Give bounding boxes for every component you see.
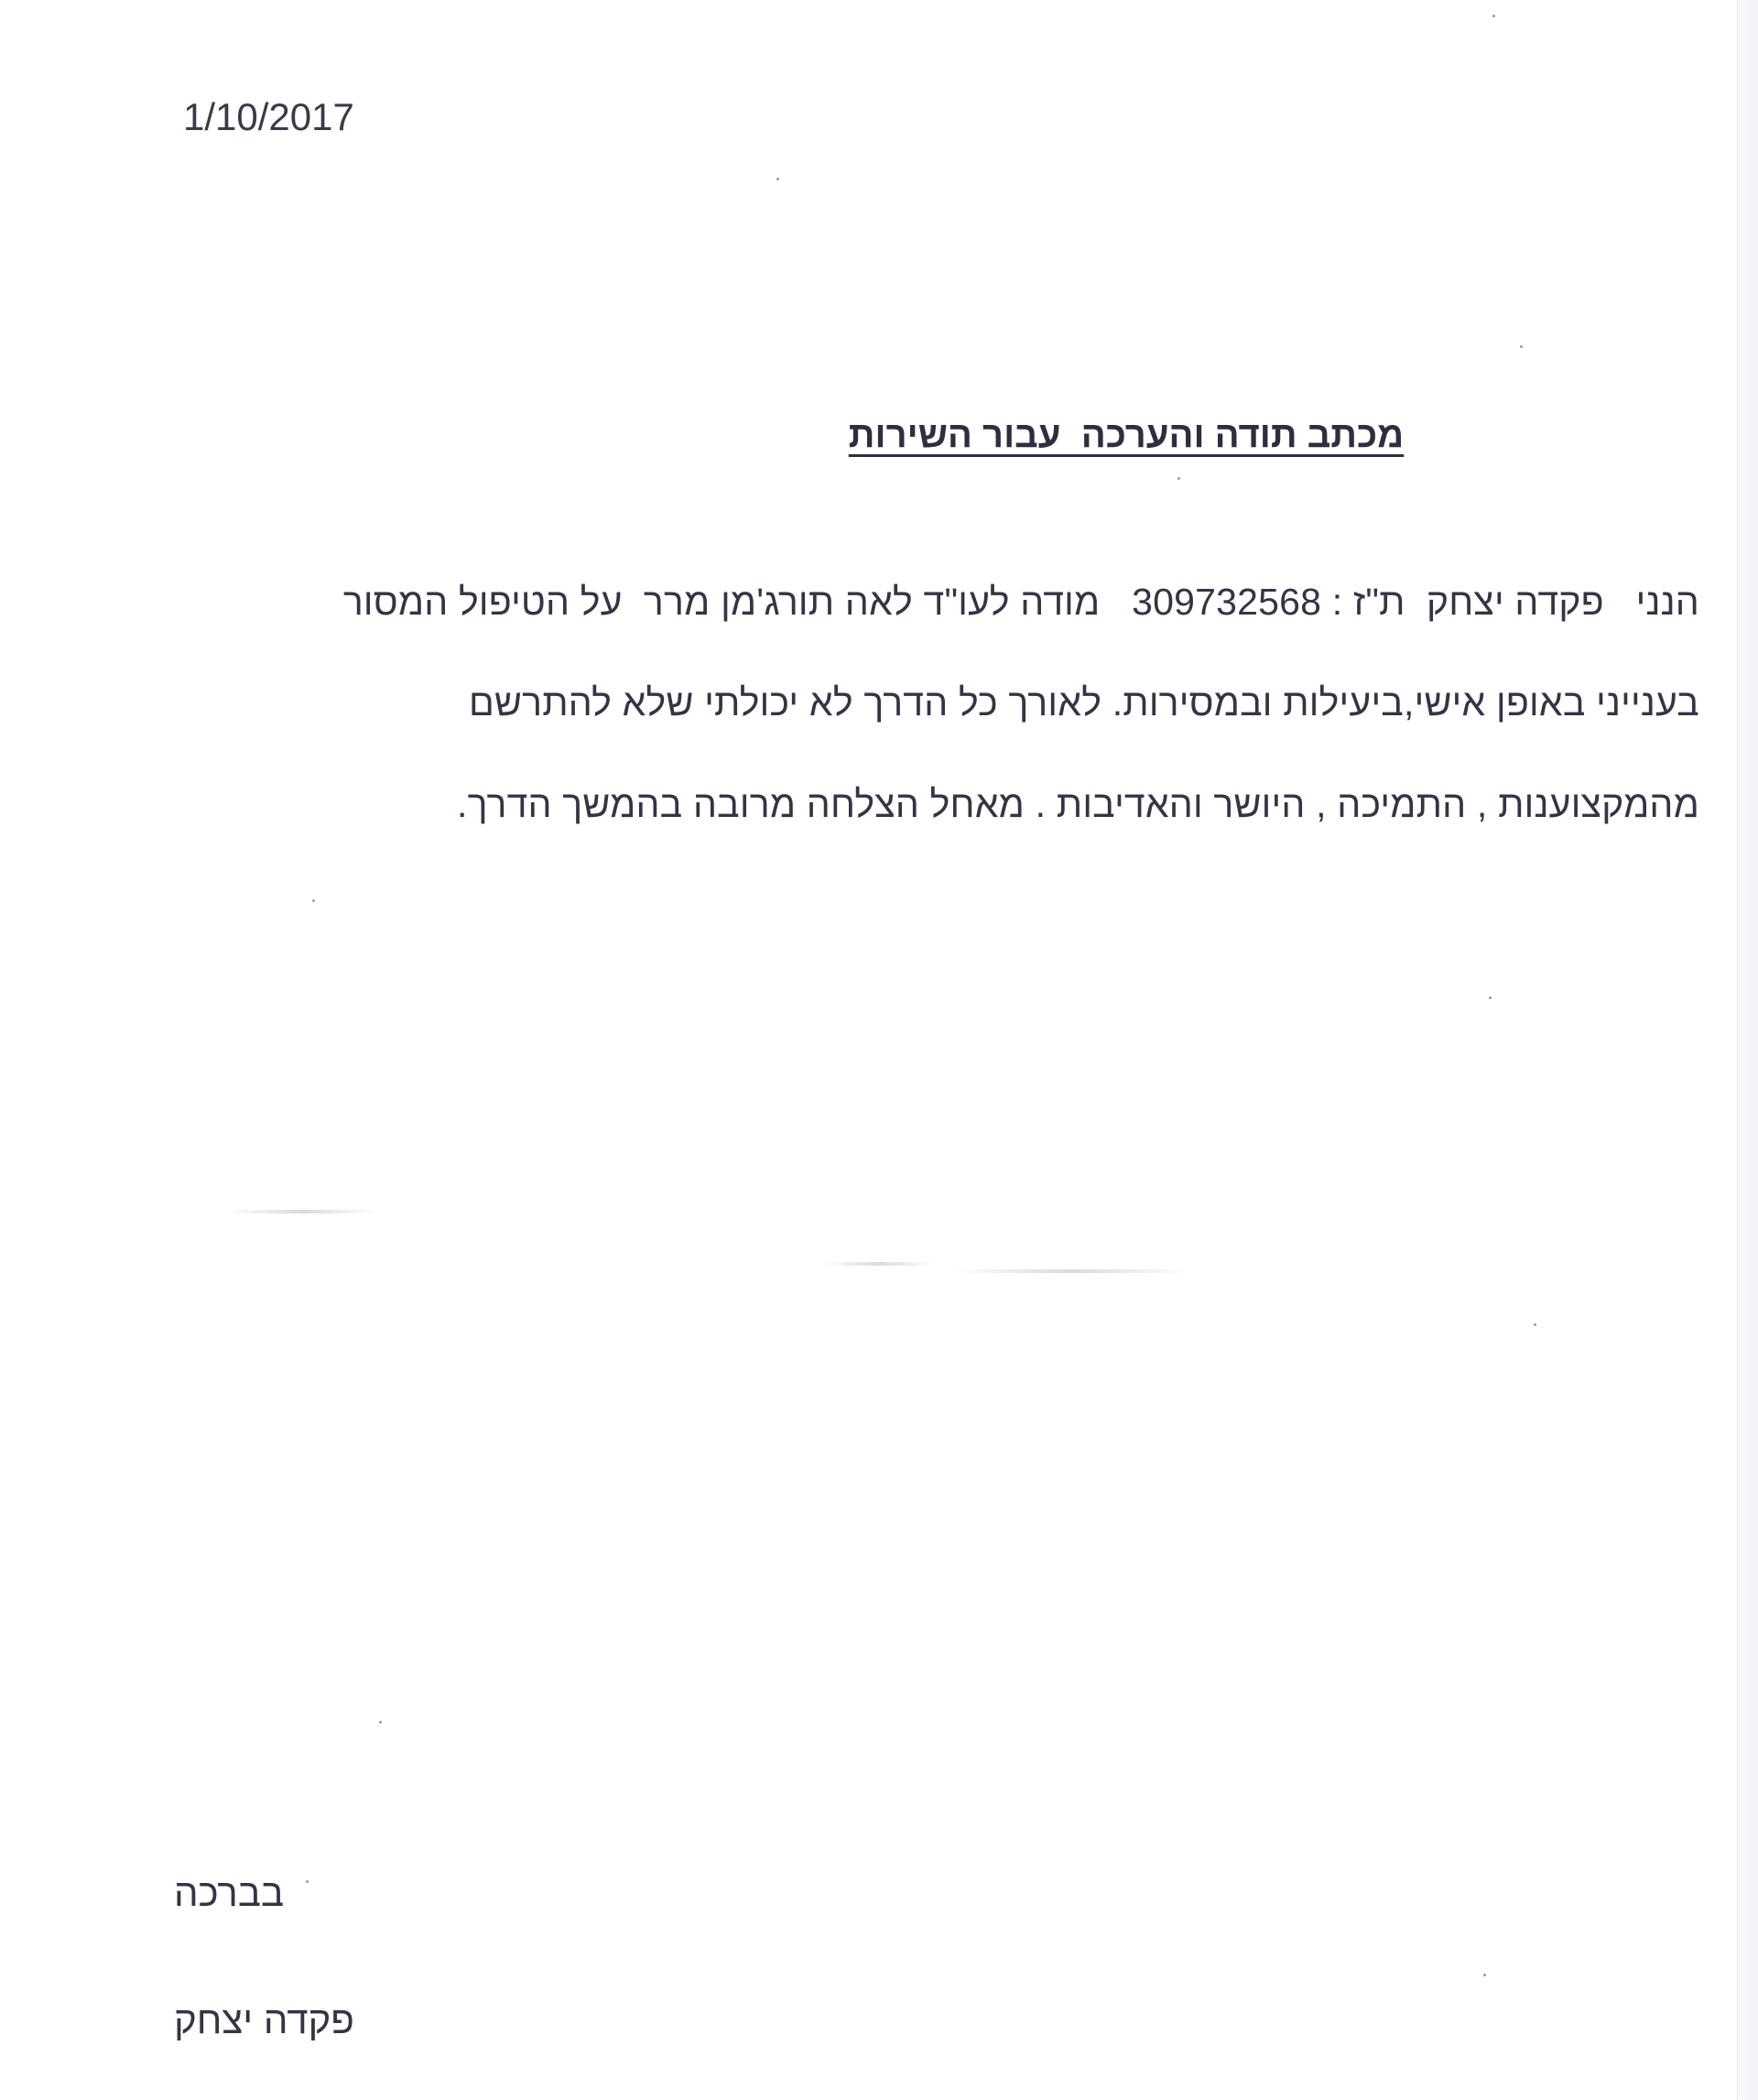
letter-signature-name: פקדה יצחק	[174, 1998, 354, 2041]
body-line-3: מהמקצוענות , התמיכה , היושר והאדיבות . מאחל הצלחה מרובה בהמשך הדרך.	[457, 783, 1699, 825]
scanner-edge	[1738, 0, 1758, 2100]
scan-speck	[1177, 477, 1180, 480]
scan-speck	[776, 178, 779, 180]
letter-date: 1/10/2017	[183, 95, 354, 138]
scan-speck	[1483, 1974, 1486, 1976]
scanner-edge-line	[1737, 0, 1738, 2100]
letter-closing: בברכה	[174, 1871, 285, 1914]
body-line-1: הנני פקדה יצחק ת"ז : 309732568 מודה לעו"ד לאה תורג'מן מרר על הטיפול המסור	[342, 581, 1699, 623]
scan-smudge	[229, 1210, 375, 1213]
letter-title	[549, 415, 1703, 456]
scan-smudge	[952, 1269, 1190, 1273]
scan-speck	[306, 1880, 309, 1883]
scan-speck	[379, 1721, 382, 1724]
scan-speck	[312, 899, 315, 902]
scan-smudge	[824, 1262, 934, 1266]
scan-speck	[1520, 345, 1523, 348]
body-line-2: בענייני באופן אישי,ביעילות ובמסירות. לאורך כל הדרך לא יכולתי שלא להתרשם	[468, 681, 1699, 724]
scan-speck	[1489, 996, 1492, 999]
scan-speck	[1492, 15, 1495, 17]
scan-speck	[1534, 1323, 1536, 1326]
letter-title-text: מכתב תודה והערכה עבור השירות	[848, 415, 1405, 455]
